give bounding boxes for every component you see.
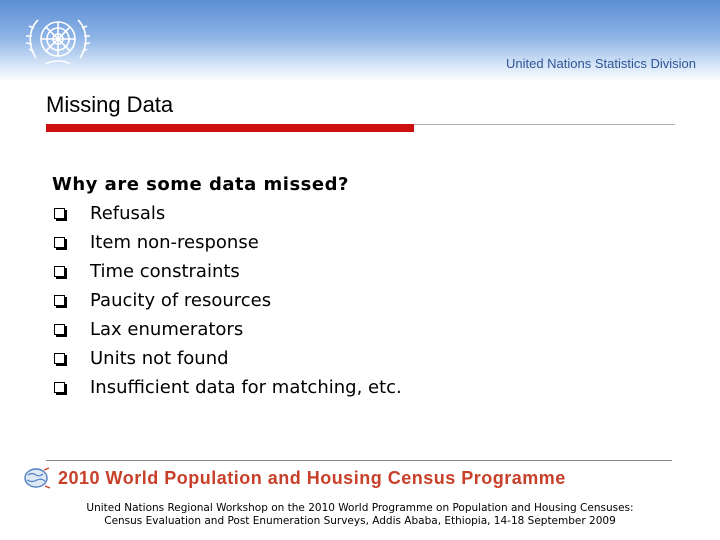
list-item — [52, 315, 672, 344]
un-emblem-icon — [22, 8, 94, 74]
bullet-text: Item non-response — [90, 232, 259, 253]
bullet-text: Time constraints — [90, 261, 240, 282]
footer-line-2: Census Evaluation and Post Enumeration Surveys, Addis Ababa, Ethiopia, 14-18 September 2009 — [104, 515, 616, 527]
census-banner — [22, 466, 698, 490]
list-item — [52, 199, 672, 228]
footer — [0, 502, 720, 528]
checkbox-bullet-icon — [54, 382, 65, 393]
list-item — [52, 228, 672, 257]
globe-icon — [22, 466, 52, 490]
list-item — [52, 286, 672, 315]
slide-content — [52, 170, 672, 402]
organization-name: United Nations Statistics Division — [505, 56, 696, 71]
list-item — [52, 373, 672, 402]
bullet-text: Refusals — [90, 203, 166, 224]
title-accent-bar — [46, 124, 414, 132]
bullet-text: Insufficient data for matching, etc. — [90, 377, 402, 398]
checkbox-bullet-icon — [54, 266, 65, 277]
header-band — [0, 0, 720, 82]
bullet-text: Lax enumerators — [90, 319, 244, 340]
list-item — [52, 257, 672, 286]
checkbox-bullet-icon — [54, 324, 65, 335]
slide-title: Missing Data — [46, 92, 174, 117]
bullet-list — [52, 199, 672, 402]
checkbox-bullet-icon — [54, 237, 65, 248]
checkbox-bullet-icon — [54, 295, 65, 306]
checkbox-bullet-icon — [54, 208, 65, 219]
bullet-text: Paucity of resources — [90, 290, 272, 311]
bullet-text: Units not found — [90, 348, 229, 369]
footer-line-1: United Nations Regional Workshop on the 2010 World Programme on Population and Housing Censuses: — [86, 502, 634, 514]
banner-title: 2010 World Population and Housing Census Programme — [58, 467, 566, 488]
question-heading: Why are some data missed? — [52, 174, 349, 195]
list-item — [52, 344, 672, 373]
footer-divider — [46, 460, 672, 461]
checkbox-bullet-icon — [54, 353, 65, 364]
